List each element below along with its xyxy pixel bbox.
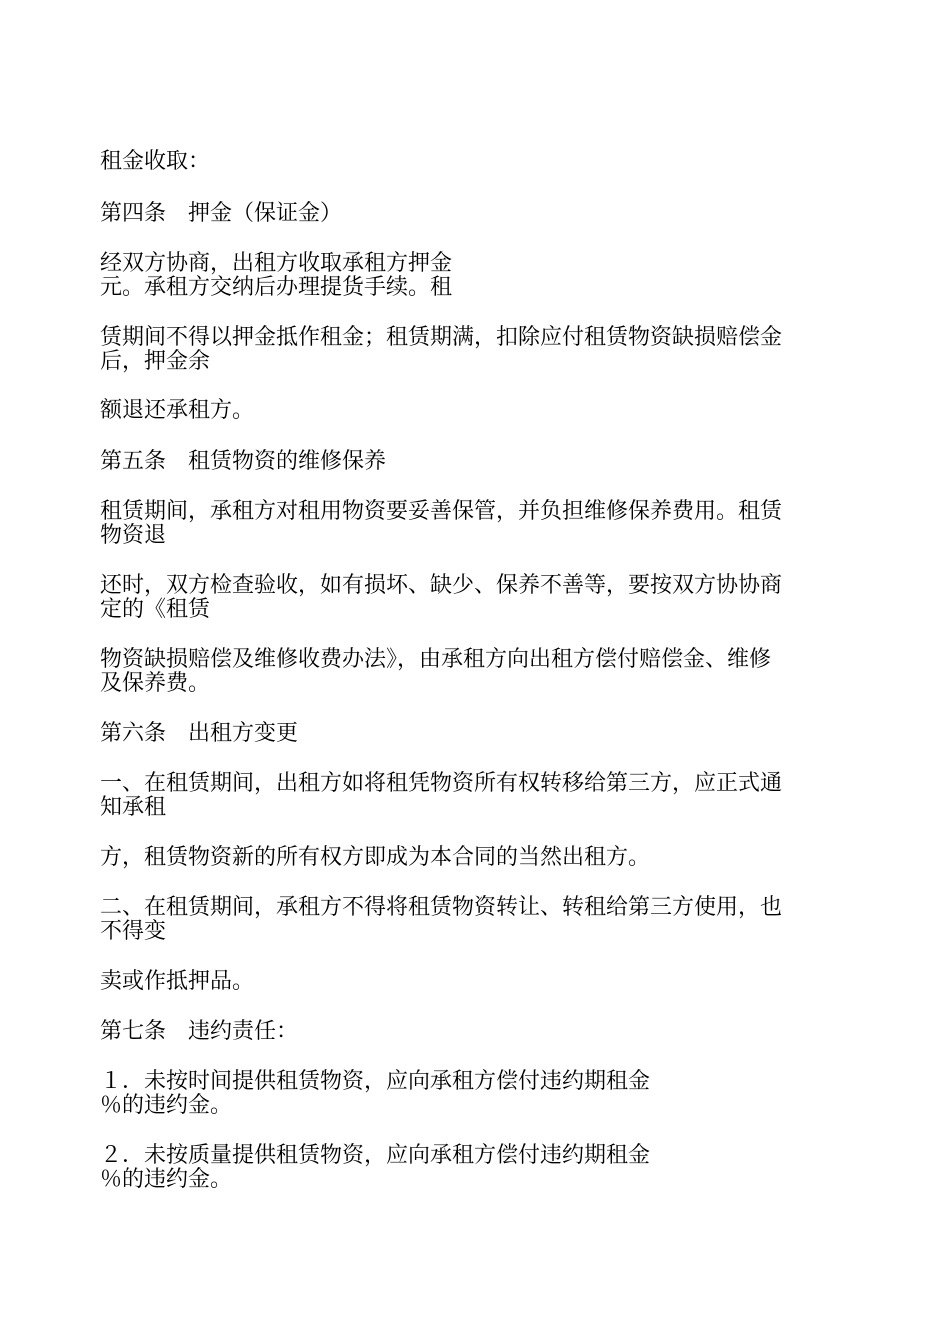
text-line: ２．未按质量提供租赁物资，应向承租方偿付违约期租金: [100, 1143, 651, 1168]
heading-article-6: [100, 722, 852, 746]
text-line: 第四条 押金（保证金）: [100, 201, 343, 226]
list-item-late-delivery: [100, 1070, 852, 1118]
paragraph-no-sublease: [100, 896, 852, 944]
paragraph-new-lessor: [100, 846, 852, 870]
paragraph-deposit-refund: [100, 326, 852, 374]
text-line: 一、在租赁期间，出租方如将租凭物资所有权转移给第三方，应正式通: [100, 771, 783, 796]
heading-article-7: [100, 1020, 852, 1044]
text-line: 元。承租方交纳后办理提货手续。租: [100, 275, 453, 300]
paragraph-maintenance: [100, 500, 852, 548]
text-line: 卖或作抵押品。: [100, 969, 255, 994]
heading-article-4: [100, 202, 852, 226]
text-line: 第七条 违约责任：: [100, 1019, 299, 1044]
text-line: 知承租: [100, 795, 167, 820]
text-line: 第五条 租赁物资的维修保养: [100, 449, 387, 474]
text-line: 物资退: [100, 523, 167, 548]
text-line: 定的《租赁: [100, 597, 211, 622]
text-line: 及保养费。: [100, 671, 211, 696]
text-line: ％的违约金。: [100, 1167, 233, 1192]
paragraph-ownership-transfer: [100, 772, 852, 820]
text-line: 额退还承租方。: [100, 398, 255, 423]
text-line: 方，租赁物资新的所有权方即成为本合同的当然出租方。: [100, 845, 651, 870]
paragraph-deposit-balance: [100, 399, 852, 423]
paragraph-no-sale: [100, 970, 852, 994]
text-line: １．未按时间提供租赁物资，应向承租方偿付违约期租金: [100, 1069, 651, 1094]
text-line: 第六条 出租方变更: [100, 721, 299, 746]
text-line: 后，押金余: [100, 349, 211, 374]
text-line: 二、在租赁期间，承租方不得将租赁物资转让、转租给第三方使用，也: [100, 895, 783, 920]
text-line: ％的违约金。: [100, 1093, 233, 1118]
text-line: 还时，双方检查验收，如有损坏、缺少、保养不善等，要按双方协协商: [100, 573, 783, 598]
paragraph-rent-collection: [100, 150, 852, 174]
document-page: [100, 0, 852, 1344]
text-line: 租金收取：: [100, 149, 211, 174]
heading-article-5: [100, 450, 852, 474]
text-line: 物资缺损赔偿及维修收费办法》，由承租方向出租方偿付赔偿金、维修: [100, 647, 772, 672]
paragraph-deposit: [100, 252, 852, 300]
paragraph-compensation: [100, 648, 852, 696]
text-line: 不得变: [100, 919, 167, 944]
text-line: 租赁期间，承租方对租用物资要妥善保管，并负担维修保养费用。租赁: [100, 499, 783, 524]
list-item-quality-breach: [100, 1144, 852, 1192]
paragraph-inspection: [100, 574, 852, 622]
text-line: 赁期间不得以押金抵作租金；租赁期满，扣除应付租赁物资缺损赔偿金: [100, 325, 783, 350]
text-line: 经双方协商，出租方收取承租方押金: [100, 251, 453, 276]
